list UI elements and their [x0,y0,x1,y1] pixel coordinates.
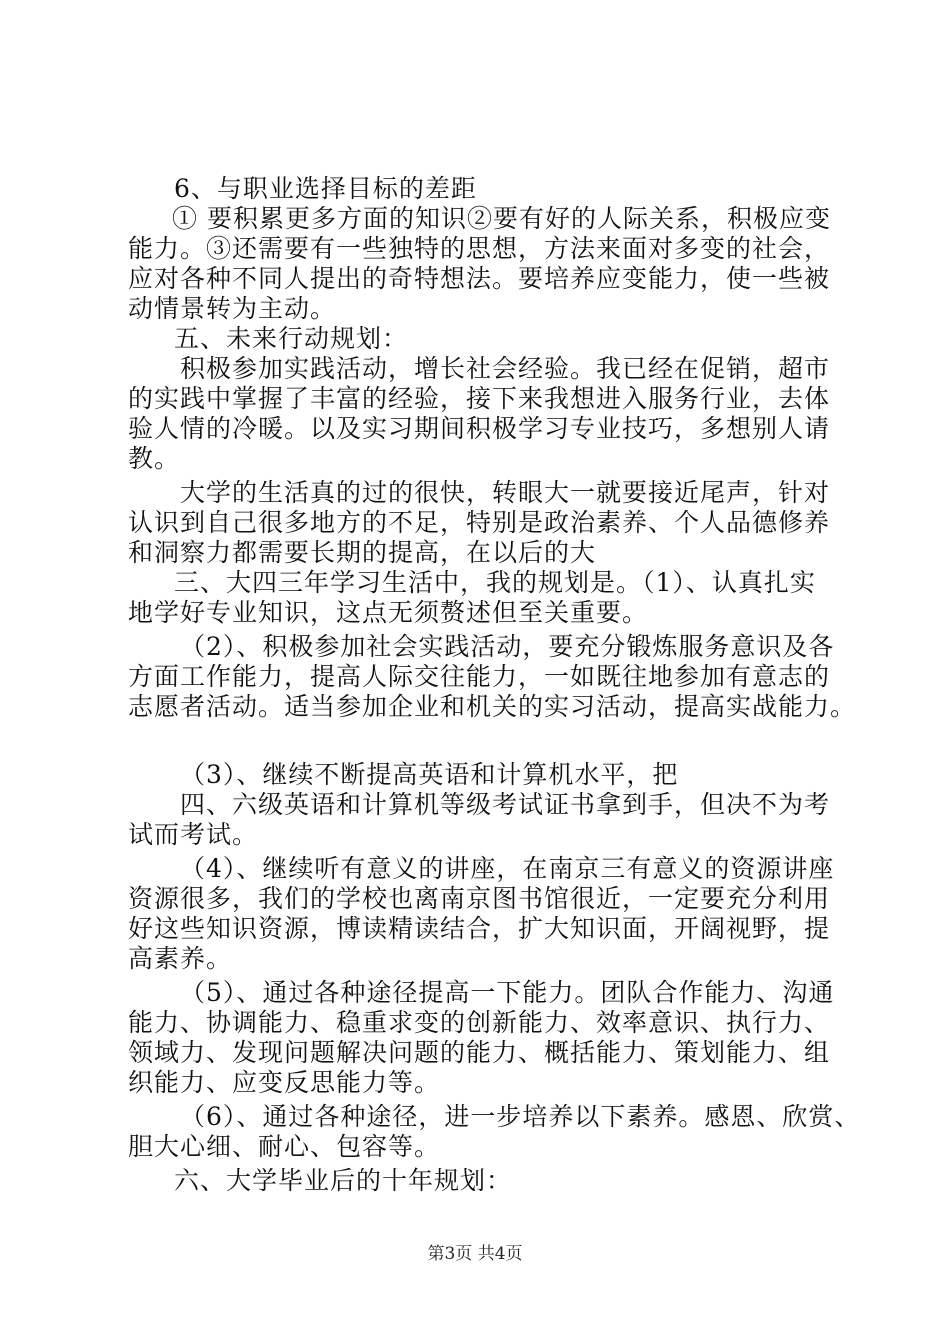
text-line: 能力、协调能力、稳重求变的创新能力、效率意识、执行力、 [128,1008,831,1037]
section-heading: 三、大四三年学习生活中，我的规划是。（1）、认真扎实 [174,568,816,597]
text-line: 织能力、应变反思能力等。 [128,1068,441,1097]
text-line: 应对各种不同人提出的奇特想法。要培养应变能力，使一些被 [128,264,831,293]
text-line: 方面工作能力，提高人际交往能力，一如既往地参加有意志的 [128,662,831,691]
page-number-footer: 第3页 共4页 [427,1244,523,1264]
text-line: （4）、继续听有意义的讲座，在南京三有意义的资源讲座 [180,854,835,883]
text-line: 大学的生活真的过的很快，转眼大一就要接近尾声，针对 [180,478,831,507]
text-line: 认识到自己很多地方的不足，特别是政治素养、个人品德修养 [128,508,831,537]
text-line: 动情景转为主动。 [128,294,337,323]
text-line: 领域力、发现问题解决问题的能力、概括能力、策划能力、组 [128,1038,831,1067]
text-line: （5）、通过各种途径提高一下能力。团队合作能力、沟通 [180,978,835,1007]
text-line: 资源很多，我们的学校也离南京图书馆很近，一定要充分利用 [128,884,831,913]
text-line: 教。 [128,444,181,473]
text-line: （3）、继续不断提高英语和计算机水平，把 [180,760,679,789]
text-line: 的实践中掌握了丰富的经验，接下来我想进入服务行业，去体 [128,384,831,413]
text-line: （2）、积极参加社会实践活动，要充分锻炼服务意识及各 [180,632,835,661]
text-line: 地学好专业知识，这点无须赘述但至关重要。 [128,598,649,627]
text-line: 验人情的冷暖。以及实习期间积极学习专业技巧，多想别人请 [128,414,831,443]
text-line: 四、六级英语和计算机等级考试证书拿到手，但决不为考 [180,790,831,819]
text-line: （6）、通过各种途径，进一步培养以下素养。感恩、欣赏、 [180,1102,861,1131]
document-body [128,174,861,1196]
text-line: 能力。③还需要有一些独特的思想，方法来面对多变的社会， [128,234,831,263]
section-heading: 六、大学毕业后的十年规划： [174,1166,513,1195]
text-line: 好这些知识资源，博读精读结合，扩大知识面，开阔视野，提 [128,914,831,943]
text-line: 试而考试。 [128,820,259,849]
text-line: 6、与职业选择目标的差距 [174,174,477,203]
text-line: 志愿者活动。适当参加企业和机关的实习活动，提高实战能力。 [128,692,857,721]
text-line: 高素养。 [128,944,233,973]
text-line: 积极参加实践活动，增长社会经验。我已经在促销，超市 [180,354,831,383]
text-line: 胆大心细、耐心、包容等。 [128,1132,441,1161]
text-line: ① 要积累更多方面的知识②要有好的人际关系，积极应变 [172,204,831,233]
section-heading: 五、未来行动规划： [174,324,409,353]
text-line: 和洞察力都需要长期的提高，在以后的大 [128,538,597,567]
